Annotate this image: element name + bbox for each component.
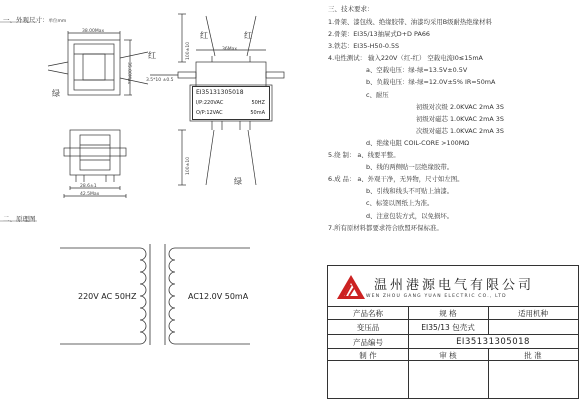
header-approve: 批 准: [524, 350, 542, 360]
value-spec: EI35/13 包壳式: [421, 323, 475, 332]
header-spec: 规 格: [439, 309, 457, 318]
signature-row: [328, 360, 578, 398]
lead-color-green-b: 绿: [234, 177, 242, 186]
dim-pin-width-label: 28.6±1: [80, 184, 97, 189]
lead-color-green: 绿: [52, 89, 60, 98]
lead-color-red-a: 红: [148, 51, 156, 60]
schematic-secondary-label: AC12.0V 50mA: [188, 292, 249, 301]
req-item: 1.骨架、漆包线、绝缘胶带、油漆均采用B级耐热绝缘材料: [328, 18, 492, 26]
section-title-requirements: 三、技术要求：: [328, 5, 374, 13]
req-item: 4.电性测试： 输入220V（红-红） 空载电流I0≤15mA: [328, 54, 483, 63]
label-output: O/P:12VAC: [196, 110, 223, 116]
label-input: I/P:220VAC: [196, 100, 224, 106]
req-item: 5.绕 制： a、线要平整。: [328, 151, 400, 160]
lead-color-red-c: 红: [244, 31, 252, 40]
req-item: 次级对磁芯 1.0KVAC 2mA 3S: [416, 126, 504, 135]
header-product-name: 产品名称: [353, 309, 383, 318]
req-item: 6.成 品： a、外观干净，无异物，尺寸如左图。: [328, 175, 464, 184]
label-model: EI35131305018: [196, 89, 244, 96]
schematic-primary-label: 220V AC 50HZ: [78, 292, 137, 301]
value-product-code: EI35131305018: [456, 337, 530, 347]
req-item: d、绝缘电阻 COIL-CORE >100MΩ: [366, 138, 470, 147]
dim-width-label: 38.00Max: [82, 29, 105, 34]
dim-side-width-label: 36Max: [222, 47, 238, 52]
company-name-cn: 温州港源电气有限公司: [374, 278, 535, 293]
title-block: [327, 265, 579, 399]
header-product-code: 产品编号: [353, 337, 383, 347]
requirements-list: [328, 16, 578, 234]
req-item: 3.铁芯：EI35-H50-0.5S: [328, 42, 400, 51]
dim-height-label: 35.00Max: [126, 62, 131, 85]
value-row: [328, 319, 578, 335]
req-item: 2.骨架：EI35/13抽屉式D+D PA66: [328, 30, 430, 39]
code-row: [328, 334, 578, 349]
value-product-name: 变压品: [356, 323, 380, 332]
req-item: b、负载电压：绿-绿=12.0V±5% IR=50mA: [366, 78, 496, 87]
section-title-dimensions: 一、外观尺寸：单位mm: [3, 16, 67, 24]
unit-label: 单位mm: [48, 19, 67, 24]
req-item: 初级对次级 2.0KVAC 2mA 3S: [416, 102, 504, 111]
header-review: 审 核: [439, 350, 457, 360]
dim-pin-depth-label: 42.5Max: [80, 192, 100, 197]
req-item: b、线的两侧贴一层绝缘胶带。: [366, 163, 454, 172]
header-row: [328, 306, 578, 320]
dim-lead-bottom-label: 100±10: [186, 156, 191, 175]
dim-mount-label: 3.5*10 ±0.5: [146, 78, 174, 83]
req-item: c、耐压: [366, 90, 389, 99]
req-item: c、标签以图纸上为准。: [366, 199, 434, 208]
header-machine: 适用机种: [518, 309, 548, 318]
req-item: b、引线和线头不可贴上油漆。: [366, 187, 454, 196]
product-label: [192, 86, 270, 120]
req-item: d、注意包装方式，以免损坏。: [366, 211, 454, 220]
logo-icon: [336, 274, 366, 300]
dim-lead-top-label: 100±10: [186, 41, 191, 60]
section-title-schematic: 二、原理图: [3, 215, 36, 223]
value-machine: [488, 320, 578, 335]
header-make: 制 作: [359, 350, 377, 360]
company-name-en: WEN ZHOU GANG YUAN ELECTRIC CO., LTD: [366, 294, 507, 299]
req-item: 初级对磁芯 1.0KVAC 2mA 3S: [416, 114, 504, 123]
lead-color-red-b: 红: [200, 31, 208, 40]
company-logo: [336, 274, 366, 300]
req-item: a、空载电压：绿-绿=13.5V±0.5V: [366, 66, 468, 75]
req-item: 7.所有原材料都要求符合欧盟环保标准。: [328, 223, 443, 232]
label-input-freq: 50HZ: [251, 100, 265, 106]
label-output-current: 50mA: [250, 110, 265, 116]
